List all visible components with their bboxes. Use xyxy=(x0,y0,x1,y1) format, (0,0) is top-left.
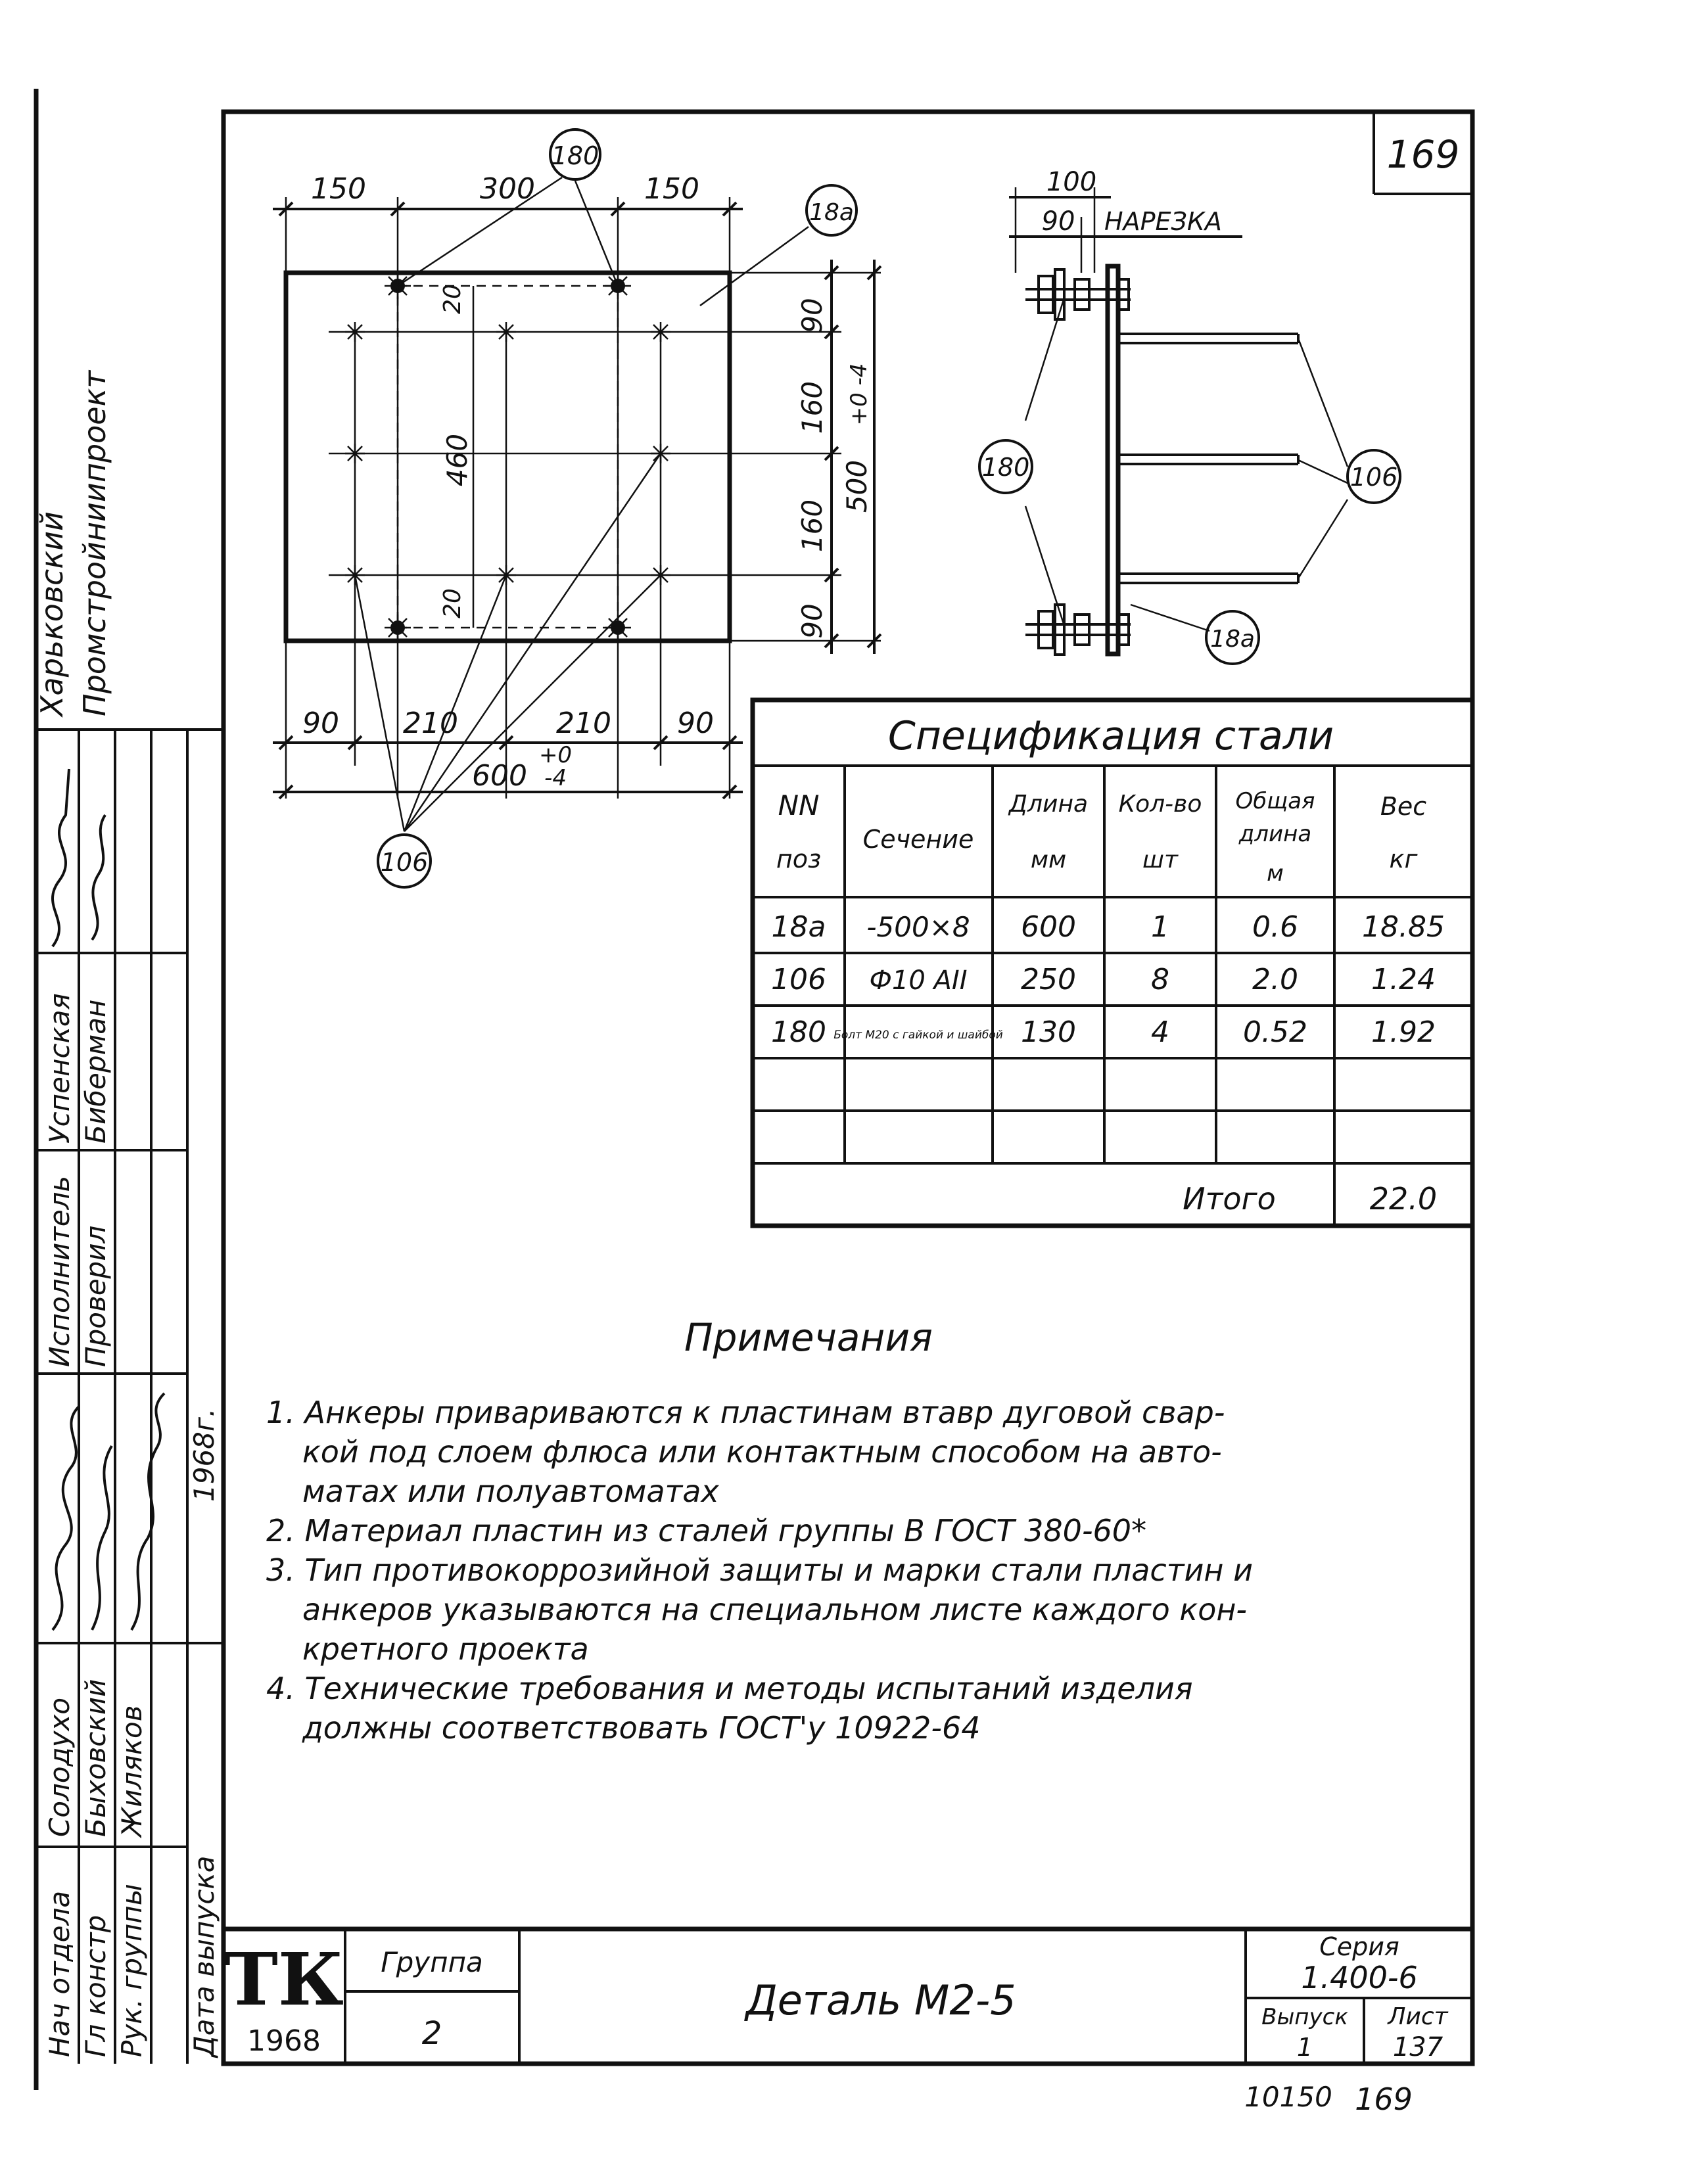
title-block xyxy=(223,1929,1472,2064)
series-label: Серия xyxy=(1319,1932,1399,1961)
left-margin-stamp xyxy=(34,370,223,2064)
plan-inner-height-460: 460 xyxy=(441,433,473,487)
spec-hdr-weight-2: кг xyxy=(1389,845,1418,873)
side-thread-label: НАРЕЗКА xyxy=(1104,207,1222,236)
plan-overall-height: 500 xyxy=(841,459,873,513)
signature-scribble-3 xyxy=(53,1406,79,1630)
sheet-value: 137 xyxy=(1392,2032,1444,2062)
spec-hdr-weight-1: Вес xyxy=(1380,792,1427,821)
spec-row3-length: 130 xyxy=(1021,1015,1076,1049)
spec-row1-total: 0.6 xyxy=(1252,910,1298,944)
side-callout-180: 180 xyxy=(981,453,1030,482)
plan-dim-bottom-210-left: 210 xyxy=(403,707,458,740)
spec-hdr-total-1: Общая xyxy=(1235,788,1315,814)
name-biberman: Биберман xyxy=(80,999,112,1144)
footer-code: 10150 xyxy=(1244,2081,1332,2113)
role-proveril: Проверил xyxy=(80,1225,112,1367)
plan-view xyxy=(273,129,881,887)
spec-row2-qty: 8 xyxy=(1151,963,1169,996)
plan-dim-bottom-90-right: 90 xyxy=(677,707,714,740)
spec-table xyxy=(753,700,1472,1226)
plan-callout-106: 106 xyxy=(380,848,429,877)
spec-hdr-length-2: мм xyxy=(1030,847,1067,873)
spec-row3-total: 0.52 xyxy=(1243,1015,1307,1049)
spec-row3-pos: 180 xyxy=(771,1015,826,1049)
note-line-7: кретного проекта xyxy=(302,1631,589,1667)
name-uspenskaya: Успенская xyxy=(43,993,76,1144)
side-dim-90: 90 xyxy=(1041,206,1075,237)
plan-overall-width: 600 xyxy=(472,759,527,793)
plan-callout-18a: 18a xyxy=(809,199,854,226)
spec-row2-section: Ф10 АII xyxy=(869,965,968,996)
spec-row3-section: Болт М20 с гайкой и шайбой xyxy=(833,1029,1003,1042)
plan-dim-right-160-lower: 160 xyxy=(796,499,828,553)
notes xyxy=(266,1315,1253,1746)
spec-row2-weight: 1.24 xyxy=(1371,963,1436,996)
spec-hdr-total-2: длина xyxy=(1238,821,1312,847)
group-value: 2 xyxy=(421,2015,442,2052)
group-label: Группа xyxy=(381,1946,483,1978)
role-gl-konstr: Гл констр xyxy=(80,1915,112,2057)
plan-callout-180: 180 xyxy=(551,141,599,170)
spec-hdr-total-3: м xyxy=(1267,860,1284,887)
sheet-label: Лист xyxy=(1388,2003,1448,2030)
name-solodukho: Солодухо xyxy=(43,1697,76,1837)
spec-row3-qty: 4 xyxy=(1151,1015,1169,1049)
sheet-number-box xyxy=(1374,112,1472,194)
spec-hdr-qty-1: Кол-во xyxy=(1118,791,1202,818)
spec-row2-total: 2.0 xyxy=(1252,963,1298,996)
org-name-line1: Харьковский xyxy=(34,511,70,716)
spec-hdr-qty-2: шт xyxy=(1142,847,1178,873)
role-nach-otdela: Нач отдела xyxy=(43,1890,76,2057)
name-zhilyakov: Жиляков xyxy=(116,1705,148,1837)
series-value: 1.400-6 xyxy=(1301,1960,1418,1995)
note-line-5: 3. Тип противокоррозийной защиты и марки стали пластин и xyxy=(266,1552,1253,1588)
notes-title: Примечания xyxy=(684,1315,933,1360)
signature-scribble-5 xyxy=(131,1393,164,1630)
tk-logo: ТК xyxy=(224,1937,344,2022)
spec-title: Спецификация стали xyxy=(887,713,1334,759)
release-label: Дата выпуска xyxy=(188,1855,220,2057)
plan-dim-top-150-left: 150 xyxy=(311,172,366,206)
sheet-number: 169 xyxy=(1386,132,1460,177)
plan-edge-20-top: 20 xyxy=(439,284,466,314)
spec-row1-section: -500×8 xyxy=(866,911,970,943)
plan-dim-right-160-upper: 160 xyxy=(796,381,828,434)
side-callout-18a: 18a xyxy=(1210,626,1255,653)
issue-label: Выпуск xyxy=(1261,2004,1348,2030)
note-line-9: должны соответствовать ГОСТ'у 10922-64 xyxy=(302,1710,981,1746)
spec-total-value: 22.0 xyxy=(1369,1181,1438,1217)
note-line-4: 2. Материал пластин из сталей группы В ГОСТ 380-60* xyxy=(266,1513,1147,1548)
spec-hdr-length-1: Длина xyxy=(1008,791,1089,818)
plan-edge-20-bottom: 20 xyxy=(439,588,466,618)
side-callout-106: 106 xyxy=(1350,463,1398,492)
note-line-2: кой под слоем флюса или контактным способом на авто- xyxy=(302,1434,1222,1470)
note-line-1: 1. Анкеры привариваются к пластинам втавр дуговой свар- xyxy=(266,1395,1225,1430)
side-plate-section xyxy=(1108,266,1118,654)
spec-hdr-pos-2: поз xyxy=(776,845,822,873)
plan-dim-top-150-right: 150 xyxy=(644,172,699,206)
spec-total-label: Итого xyxy=(1183,1181,1276,1217)
bolt-marks xyxy=(385,273,631,641)
signature-scribble-1 xyxy=(53,769,69,946)
note-line-3: матах или полуавтоматах xyxy=(302,1474,719,1509)
spec-row1-pos: 18a xyxy=(771,910,826,944)
spec-row3-weight: 1.92 xyxy=(1371,1015,1436,1049)
plan-dim-top-300: 300 xyxy=(480,172,535,206)
drawing-title: Деталь М2-5 xyxy=(745,1976,1016,2024)
plan-dim-right-90-top: 90 xyxy=(796,298,828,333)
spec-row1-weight: 18.85 xyxy=(1362,910,1445,944)
spec-row2-length: 250 xyxy=(1021,963,1076,996)
name-bykhovsky: Быховский xyxy=(80,1679,112,1837)
role-ruk-gruppy: Рук. группы xyxy=(116,1884,148,2057)
side-view xyxy=(979,167,1400,664)
note-line-6: анкеров указываются на специальном листе каждого кон- xyxy=(302,1592,1248,1627)
footer-page: 169 xyxy=(1355,2081,1413,2117)
plan-width-tol-minus: -4 xyxy=(544,765,567,791)
plan-dim-bottom-210-right: 210 xyxy=(556,707,611,740)
spec-hdr-section: Сечение xyxy=(862,825,974,854)
note-line-8: 4. Технические требования и методы испытаний изделия xyxy=(266,1671,1193,1706)
plan-dim-bottom-90-left: 90 xyxy=(302,707,339,740)
signature-scribble-2 xyxy=(92,815,105,940)
plan-width-tol-plus: +0 xyxy=(538,742,573,768)
plan-height-tol: +0 -4 xyxy=(846,363,872,426)
signature-scribble-4 xyxy=(92,1446,112,1630)
tk-logo-year: 1968 xyxy=(247,2024,321,2058)
spec-row2-pos: 106 xyxy=(771,963,826,996)
side-dim-100: 100 xyxy=(1046,167,1097,197)
spec-row1-length: 600 xyxy=(1021,910,1076,944)
footer xyxy=(1244,2081,1413,2117)
issue-value: 1 xyxy=(1296,2033,1313,2062)
spec-hdr-pos-1: NN xyxy=(778,789,820,822)
org-name-line2: Промстройниипроект xyxy=(77,370,112,716)
release-year: 1968г. xyxy=(188,1408,220,1502)
plan-dim-right-90-bottom: 90 xyxy=(796,603,828,639)
spec-row1-qty: 1 xyxy=(1151,910,1169,944)
role-ispolnitel: Исполнитель xyxy=(43,1175,76,1367)
